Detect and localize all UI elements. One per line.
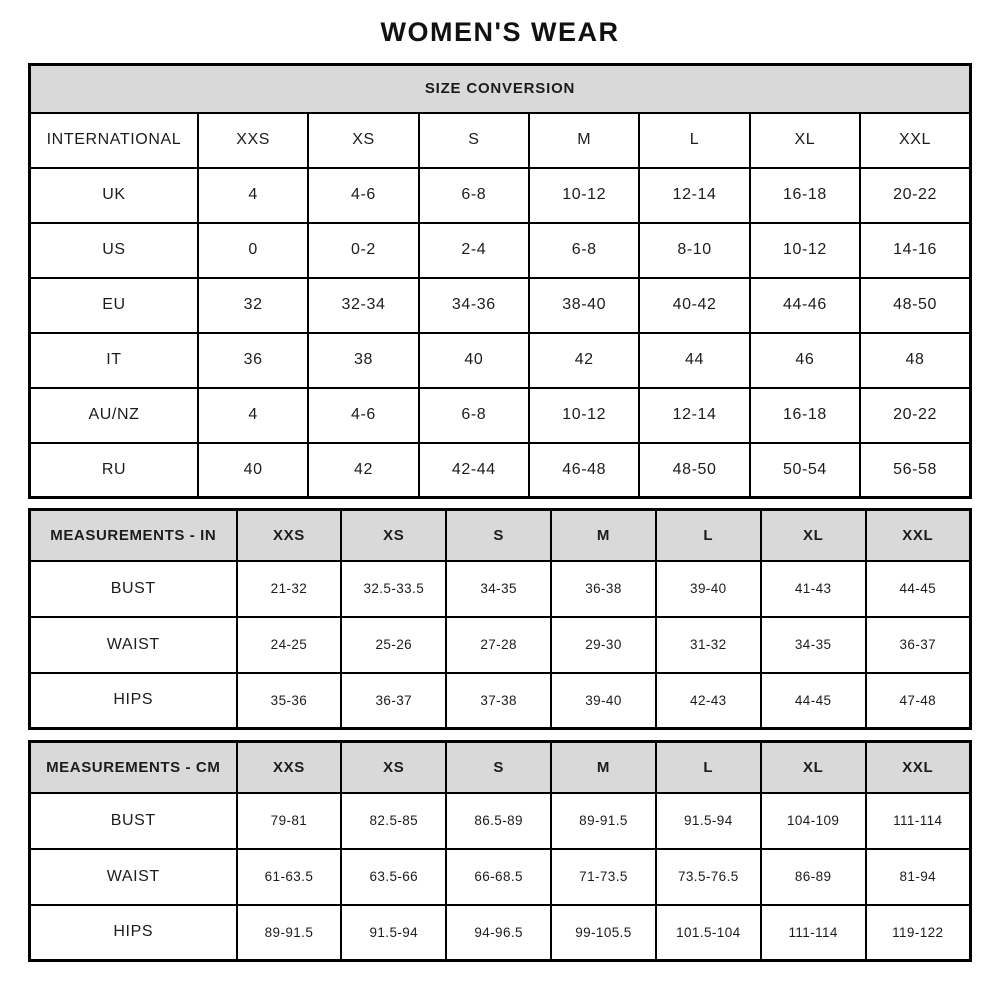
size-conversion-table: [28, 63, 972, 499]
value-cell: 6-8: [419, 168, 529, 223]
value-cell: 36-37: [866, 617, 971, 673]
value-cell: 89-91.5: [551, 793, 656, 849]
value-cell: 14-16: [860, 223, 970, 278]
value-cell: 46: [750, 333, 860, 388]
value-cell: 2-4: [419, 223, 529, 278]
table-row: [30, 168, 971, 223]
size-conversion-title: SIZE CONVERSION: [30, 65, 971, 113]
value-cell: 44-45: [761, 673, 866, 729]
row-label: WAIST: [30, 617, 237, 673]
value-cell: 10-12: [750, 223, 860, 278]
table-row: [30, 617, 971, 673]
column-header: XXL: [860, 113, 970, 168]
value-cell: 12-14: [639, 388, 749, 443]
value-cell: 32.5-33.5: [341, 561, 446, 617]
row-label: HIPS: [30, 905, 237, 961]
column-header: XL: [761, 510, 866, 561]
column-header: XXS: [237, 510, 342, 561]
value-cell: 27-28: [446, 617, 551, 673]
value-cell: 42-43: [656, 673, 761, 729]
column-header: M: [551, 510, 656, 561]
column-header: XXS: [198, 113, 308, 168]
value-cell: 63.5-66: [341, 849, 446, 905]
value-cell: 16-18: [750, 168, 860, 223]
table-row: [30, 388, 971, 443]
value-cell: 46-48: [529, 443, 639, 498]
row-label: WAIST: [30, 849, 237, 905]
column-header: XS: [308, 113, 418, 168]
value-cell: 21-32: [237, 561, 342, 617]
column-header: S: [446, 510, 551, 561]
value-cell: 34-35: [446, 561, 551, 617]
column-header: S: [419, 113, 529, 168]
table-row: [30, 673, 971, 729]
page-title: WOMEN'S WEAR: [380, 17, 620, 47]
value-cell: 8-10: [639, 223, 749, 278]
value-cell: 44: [639, 333, 749, 388]
value-cell: 12-14: [639, 168, 749, 223]
value-cell: 40: [419, 333, 529, 388]
row-label: BUST: [30, 561, 237, 617]
value-cell: 0: [198, 223, 308, 278]
value-cell: 35-36: [237, 673, 342, 729]
column-header: XL: [761, 742, 866, 793]
table-row: [30, 278, 971, 333]
value-cell: 119-122: [866, 905, 971, 961]
table-row: [30, 849, 971, 905]
value-cell: 4-6: [308, 168, 418, 223]
value-cell: 10-12: [529, 388, 639, 443]
value-cell: 38-40: [529, 278, 639, 333]
value-cell: 6-8: [529, 223, 639, 278]
table-row: [30, 333, 971, 388]
value-cell: 34-35: [761, 617, 866, 673]
value-cell: 48-50: [639, 443, 749, 498]
value-cell: 37-38: [446, 673, 551, 729]
value-cell: 111-114: [761, 905, 866, 961]
value-cell: 40-42: [639, 278, 749, 333]
value-cell: 4: [198, 168, 308, 223]
value-cell: 16-18: [750, 388, 860, 443]
value-cell: 41-43: [761, 561, 866, 617]
column-header-row: [30, 742, 971, 793]
value-cell: 61-63.5: [237, 849, 342, 905]
table-row: [30, 793, 971, 849]
column-header: XXL: [866, 742, 971, 793]
column-header: XS: [341, 510, 446, 561]
column-header: XXL: [866, 510, 971, 561]
value-cell: 42-44: [419, 443, 529, 498]
value-cell: 36: [198, 333, 308, 388]
column-header: L: [656, 742, 761, 793]
value-cell: 38: [308, 333, 418, 388]
value-cell: 4: [198, 388, 308, 443]
value-cell: 50-54: [750, 443, 860, 498]
value-cell: 10-12: [529, 168, 639, 223]
value-cell: 44-46: [750, 278, 860, 333]
value-cell: 39-40: [656, 561, 761, 617]
value-cell: 56-58: [860, 443, 970, 498]
value-cell: 36-38: [551, 561, 656, 617]
value-cell: 86-89: [761, 849, 866, 905]
value-cell: 25-26: [341, 617, 446, 673]
value-cell: 48: [860, 333, 970, 388]
value-cell: 89-91.5: [237, 905, 342, 961]
value-cell: 48-50: [860, 278, 970, 333]
table-row: [30, 561, 971, 617]
column-header: M: [551, 742, 656, 793]
value-cell: 20-22: [860, 168, 970, 223]
value-cell: 31-32: [656, 617, 761, 673]
row-label: BUST: [30, 793, 237, 849]
column-header: L: [639, 113, 749, 168]
row-label: IT: [30, 333, 198, 388]
value-cell: 29-30: [551, 617, 656, 673]
column-header: XXS: [237, 742, 342, 793]
table-row: [30, 905, 971, 961]
value-cell: 4-6: [308, 388, 418, 443]
measurements-in-table: [28, 508, 972, 730]
value-cell: 82.5-85: [341, 793, 446, 849]
value-cell: 94-96.5: [446, 905, 551, 961]
value-cell: 0-2: [308, 223, 418, 278]
value-cell: 24-25: [237, 617, 342, 673]
value-cell: 71-73.5: [551, 849, 656, 905]
row-label: UK: [30, 168, 198, 223]
column-header: XS: [341, 742, 446, 793]
measurements-cm-title: MEASUREMENTS - CM: [30, 742, 237, 793]
column-header: M: [529, 113, 639, 168]
value-cell: 86.5-89: [446, 793, 551, 849]
value-cell: 36-37: [341, 673, 446, 729]
column-header-row: [30, 113, 971, 168]
value-cell: 20-22: [860, 388, 970, 443]
column-header: INTERNATIONAL: [30, 113, 198, 168]
column-header: XL: [750, 113, 860, 168]
value-cell: 111-114: [866, 793, 971, 849]
column-header: S: [446, 742, 551, 793]
column-header: L: [656, 510, 761, 561]
value-cell: 104-109: [761, 793, 866, 849]
measurements-cm-table: [28, 740, 972, 962]
value-cell: 40: [198, 443, 308, 498]
value-cell: 99-105.5: [551, 905, 656, 961]
row-label: HIPS: [30, 673, 237, 729]
value-cell: 79-81: [237, 793, 342, 849]
value-cell: 42: [529, 333, 639, 388]
row-label: RU: [30, 443, 198, 498]
value-cell: 32: [198, 278, 308, 333]
measurements-in-title: MEASUREMENTS - IN: [30, 510, 237, 561]
table-row: [30, 223, 971, 278]
table-row: [30, 443, 971, 498]
value-cell: 47-48: [866, 673, 971, 729]
value-cell: 34-36: [419, 278, 529, 333]
value-cell: 66-68.5: [446, 849, 551, 905]
column-header-row: [30, 510, 971, 561]
value-cell: 91.5-94: [656, 793, 761, 849]
value-cell: 32-34: [308, 278, 418, 333]
table-banner-row: [30, 65, 971, 113]
row-label: US: [30, 223, 198, 278]
value-cell: 73.5-76.5: [656, 849, 761, 905]
value-cell: 91.5-94: [341, 905, 446, 961]
value-cell: 6-8: [419, 388, 529, 443]
value-cell: 81-94: [866, 849, 971, 905]
row-label: EU: [30, 278, 198, 333]
value-cell: 42: [308, 443, 418, 498]
value-cell: 39-40: [551, 673, 656, 729]
value-cell: 101.5-104: [656, 905, 761, 961]
row-label: AU/NZ: [30, 388, 198, 443]
value-cell: 44-45: [866, 561, 971, 617]
